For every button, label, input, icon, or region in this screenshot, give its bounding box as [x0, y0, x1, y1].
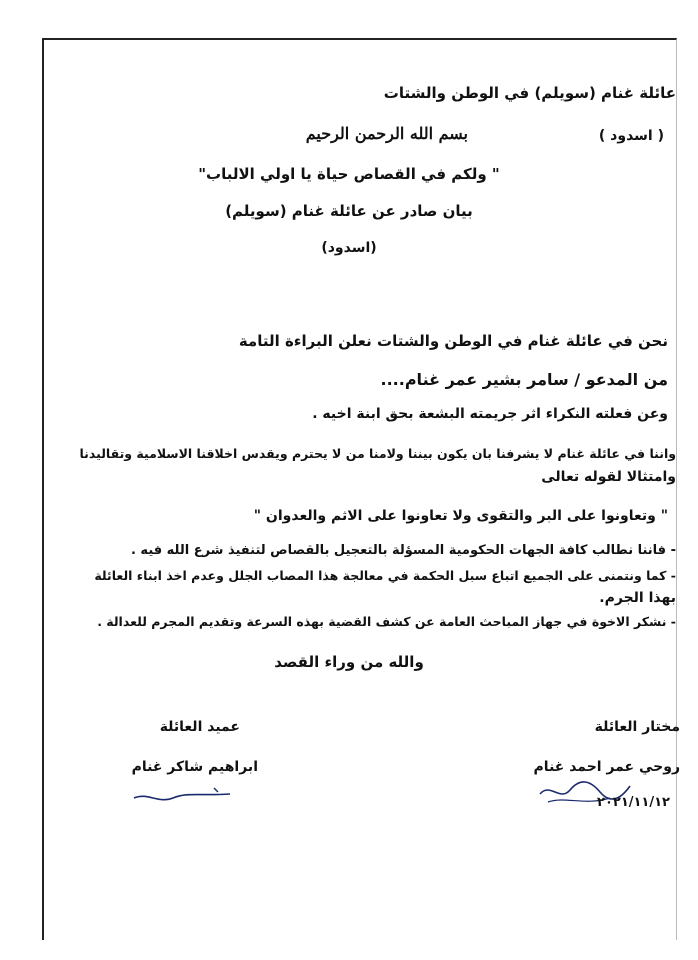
basmala: بسم الله الرحمن الرحيم: [305, 124, 468, 143]
bullet-demand: - فاننا نطالب كافة الجهات الحكومية المسؤلة بالتعجيل بالقصاص لتنفيذ شرع الله فيه .: [130, 543, 676, 558]
paragraph-accused: من المدعو / سامر بشير عمر غنام....: [380, 370, 668, 389]
quran-verse-2: " وتعاونوا على البر والتقوى ولا تعاونوا على الاثم والعدوان ": [253, 508, 668, 524]
left-signatory-name: ابراهيم شاكر غنام: [131, 759, 258, 775]
family-header: عائلة غنام (سويلم) في الوطن والشتات: [383, 84, 676, 102]
left-signatory-role: عميد العائلة: [159, 719, 240, 735]
paragraph-values-2: وامتثالا لقوله تعالى: [541, 469, 676, 485]
quran-verse: " ولكم في القصاص حياة يا اولي الالباب": [198, 165, 500, 183]
bullet-thanks: - نشكر الاخوة في جهاز المباحث العامة عن كشف القضية بهذه السرعة وتقديم المجرم للعدالة .: [97, 614, 676, 629]
paragraph-crime: وعن فعلته النكراء اثر جريمته البشعة بحق ابنة اخيه .: [312, 406, 668, 422]
left-signature: [128, 784, 238, 810]
left-origin-tag: ( اسدود ): [598, 128, 664, 144]
bullet-wisdom-2: بهذا الجرم.: [599, 590, 676, 606]
paragraph-declaration: نحن في عائلة غنام في الوطن والشتات نعلن البراءة التامة: [238, 332, 668, 350]
statement-title: بيان صادر عن عائلة غنام (سويلم): [225, 202, 473, 220]
paragraph-values-1: واننا في عائلة غنام لا يشرفنا بان يكون بيننا ولامنا من لا يحترم ويقدس اخلاقنا الاسلامية وتقاليدنا: [79, 446, 676, 461]
right-signature-date: ٢٠٢١/١١/١٢: [597, 795, 670, 810]
right-signatory-role: مختار العائلة: [594, 719, 680, 735]
origin-label: (اسدود): [321, 240, 377, 256]
right-signatory-name: روحي عمر احمد غنام: [533, 759, 680, 775]
bullet-wisdom-1: - كما ونتمنى على الجميع اتباع سبل الحكمة في معالجة هذا المصاب الجلل وعدم اخذ ابناء العائلة: [94, 568, 676, 583]
closing-phrase: والله من وراء القصد: [274, 653, 424, 671]
